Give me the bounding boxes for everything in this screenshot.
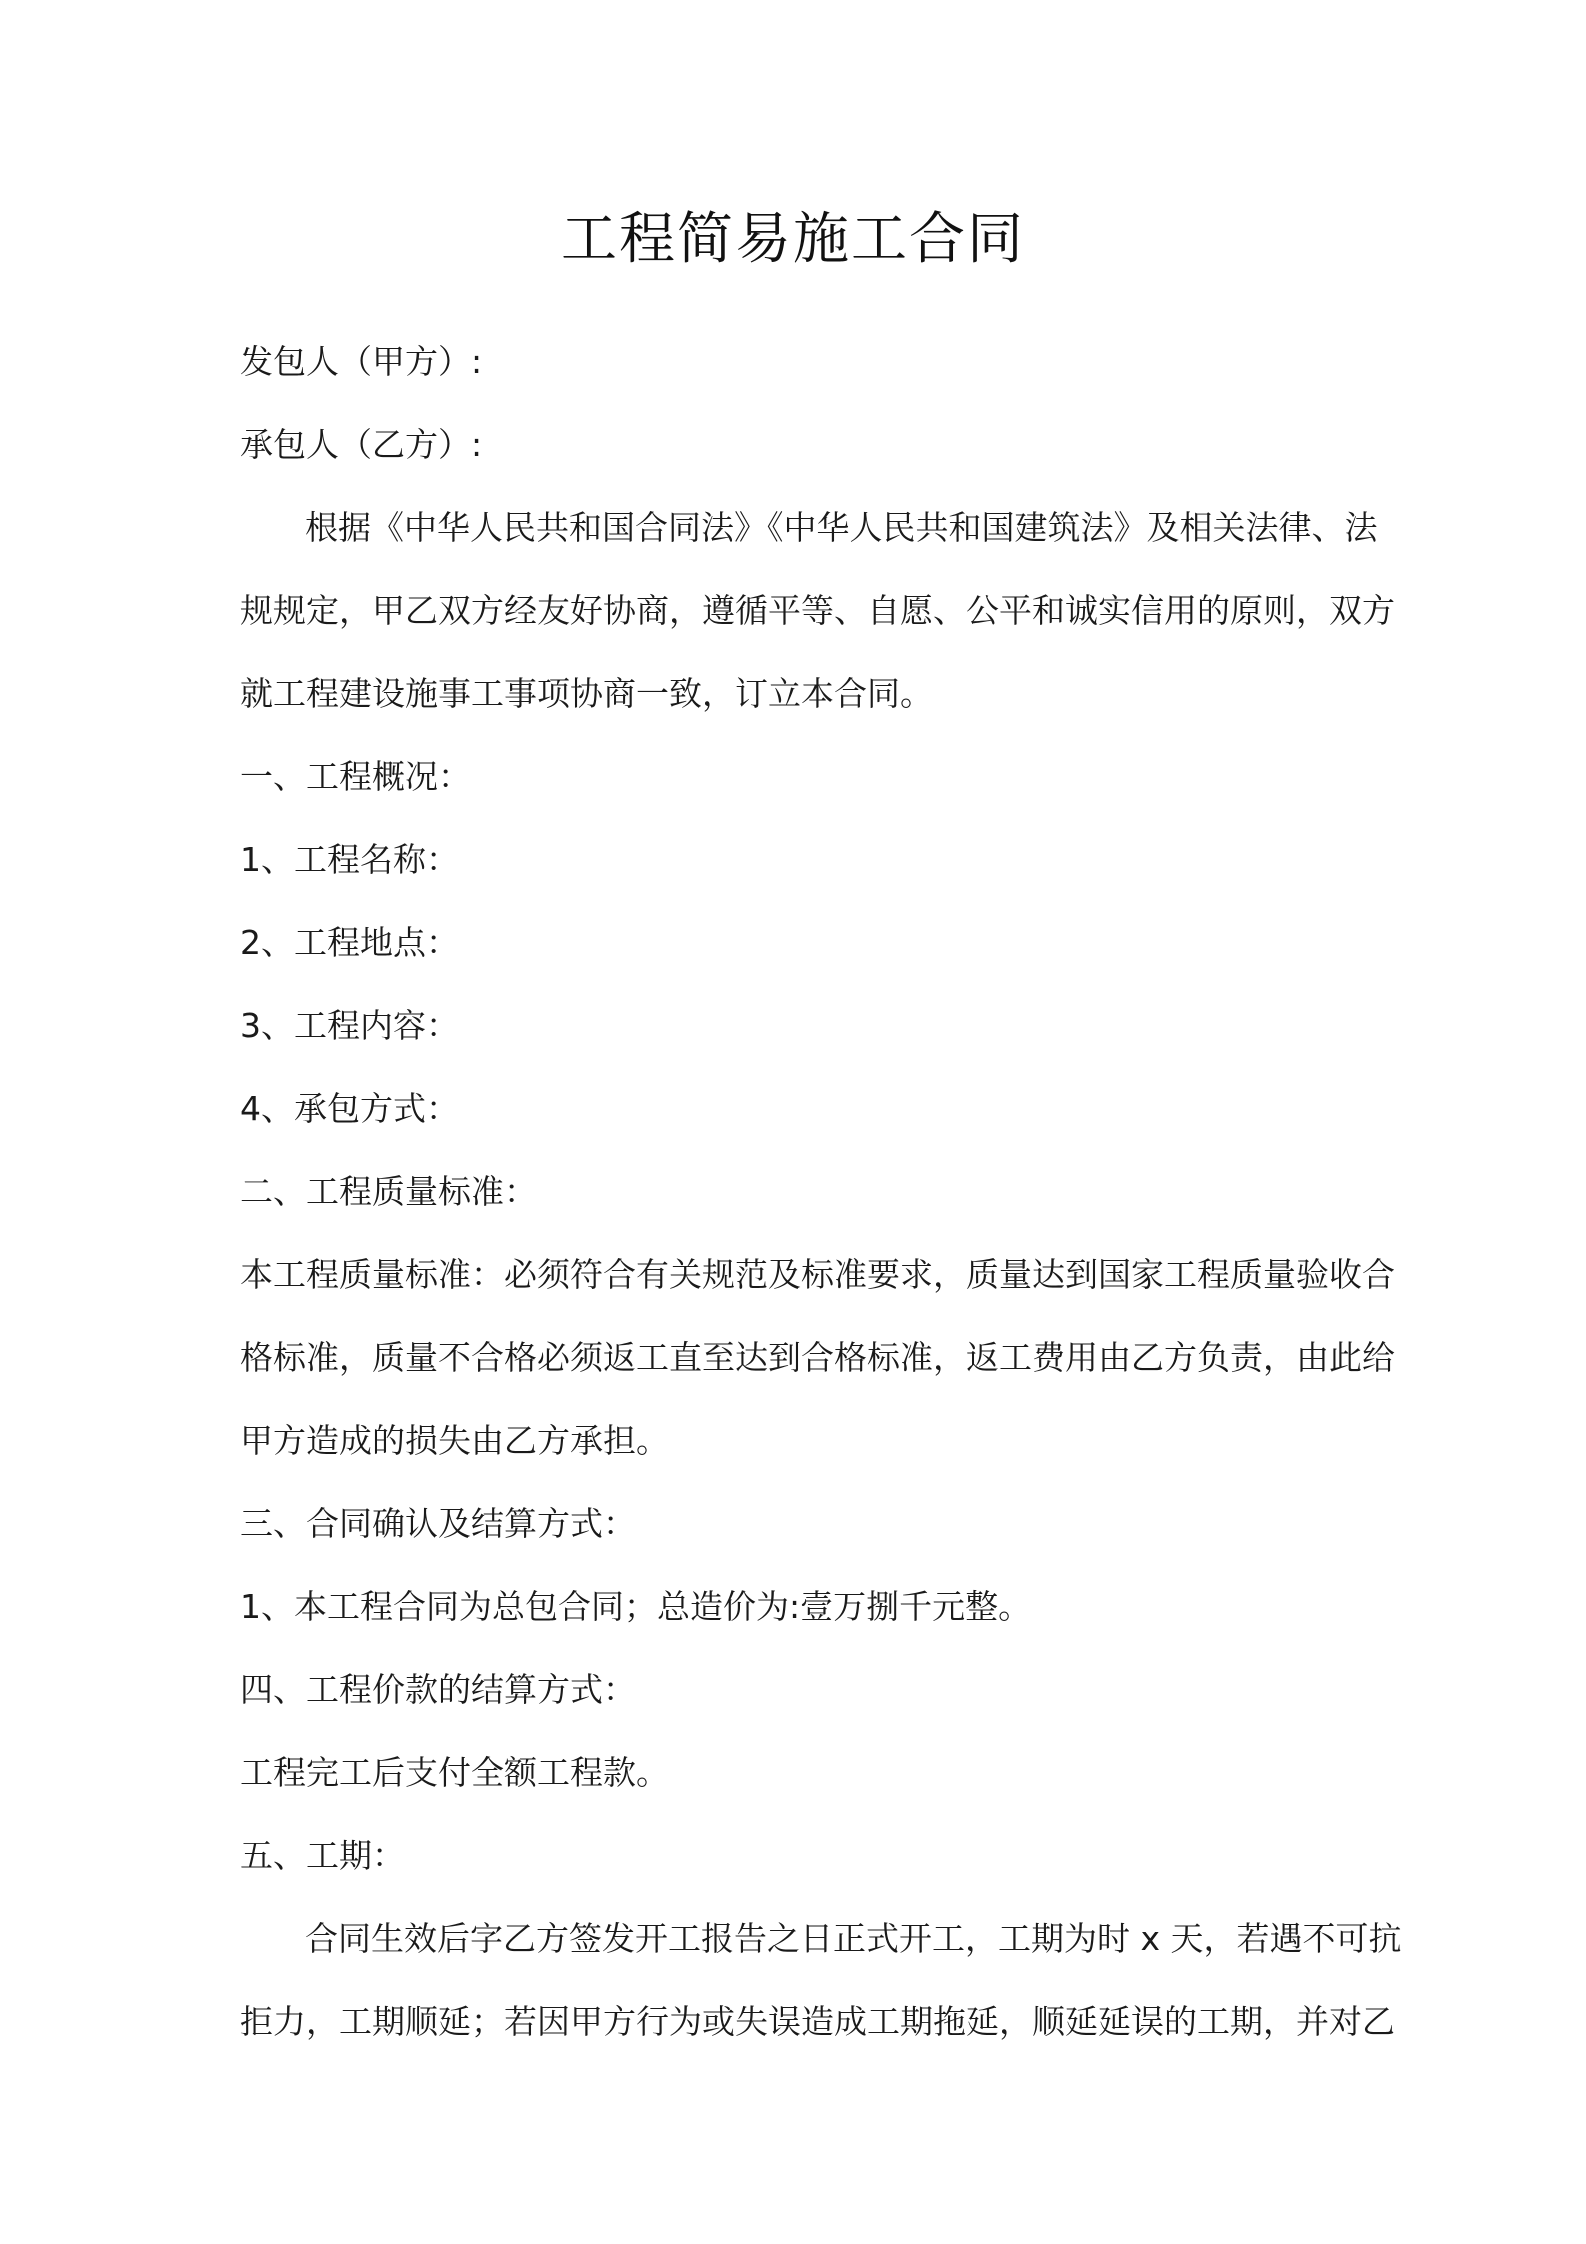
schedule-line-2: 拒力，工期顺延；若因甲方行为或失误造成工期拖延，顺延延误的工期，并对乙 (240, 2002, 1395, 2041)
quality-line-2: 格标准，质量不合格必须返工直至达到合格标准，返工费用由乙方负责，由此给 (240, 1338, 1395, 1377)
quality-line-3: 甲方造成的损失由乙方承担。 (240, 1421, 669, 1460)
section-2-heading: 二、工程质量标准： (240, 1172, 537, 1211)
project-location-line: 2、工程地点： (240, 923, 459, 962)
section-3-heading: 三、合同确认及结算方式： (240, 1504, 636, 1543)
schedule-line-1: 合同生效后字乙方签发开工报告之日正式开工，工期为时 x 天，若遇不可抗 (305, 1919, 1402, 1958)
document-title: 工程简易施工合同 (561, 207, 1025, 272)
preamble-line-2: 规规定，甲乙双方经友好协商，遵循平等、自愿、公平和诚实信用的原则，双方 (240, 591, 1395, 630)
section-1-heading: 一、工程概况： (240, 757, 471, 796)
preamble-line-1: 根据《中华人民共和国合同法》《中华人民共和国建筑法》及相关法律、法 (305, 508, 1378, 547)
contract-method-line: 4、承包方式： (240, 1089, 459, 1128)
payment-line: 工程完工后支付全额工程款。 (240, 1753, 669, 1792)
party-b-line: 承包人（乙方）: (240, 425, 483, 464)
project-content-line: 3、工程内容： (240, 1006, 459, 1045)
quality-line-1: 本工程质量标准：必须符合有关规范及标准要求，质量达到国家工程质量验收合 (240, 1255, 1395, 1294)
project-name-line: 1、工程名称： (240, 840, 459, 879)
section-5-heading: 五、工期： (240, 1836, 405, 1875)
total-price-line: 1、本工程合同为总包合同；总造价为:壹万捌千元整。 (240, 1587, 1032, 1626)
party-a-line: 发包人（甲方）: (240, 342, 483, 381)
preamble-line-3: 就工程建设施事工事项协商一致，订立本合同。 (240, 674, 933, 713)
section-4-heading: 四、工程价款的结算方式： (240, 1670, 636, 1709)
